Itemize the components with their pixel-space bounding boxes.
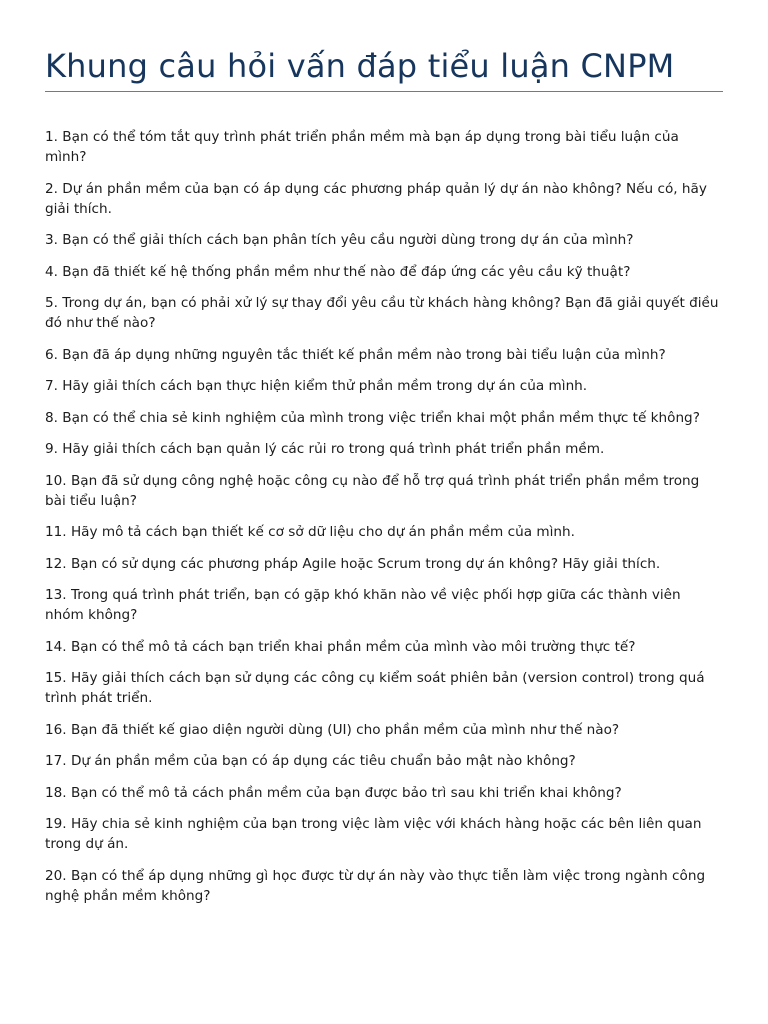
question-item: 8. Bạn có thể chia sẻ kinh nghiệm của mình trong việc triển khai một phần mềm thực tế không? [45, 409, 700, 426]
question-list [45, 127, 723, 906]
question-item: 20. Bạn có thể áp dụng những gì học được từ dự án này vào thực tiễn làm việc trong ngành công nghệ phần mềm không? [45, 867, 706, 904]
question-item: 18. Bạn có thể mô tả cách phần mềm của bạn được bảo trì sau khi triển khai không? [45, 784, 622, 801]
question-item: 11. Hãy mô tả cách bạn thiết kế cơ sở dữ liệu cho dự án phần mềm của mình. [45, 524, 575, 540]
question-item: 9. Hãy giải thích cách bạn quản lý các rủi ro trong quá trình phát triển phần mềm. [45, 441, 605, 457]
title-underline [45, 91, 723, 92]
question-item: 5. Trong dự án, bạn có phải xử lý sự thay đổi yêu cầu từ khách hàng không? Bạn đã giải quyết điều đó như thế nào? [45, 295, 719, 331]
question-item: 19. Hãy chia sẻ kinh nghiệm của bạn trong việc làm việc với khách hàng hoặc các bên liên quan trong dự án. [45, 816, 702, 852]
question-item: 6. Bạn đã áp dụng những nguyên tắc thiết kế phần mềm nào trong bài tiểu luận của mình? [45, 346, 666, 363]
question-item: 15. Hãy giải thích cách bạn sử dụng các công cụ kiểm soát phiên bản (version control) trong quá trình phát triển. [45, 670, 705, 706]
question-item: 17. Dự án phần mềm của bạn có áp dụng các tiêu chuẩn bảo mật nào không? [45, 753, 576, 769]
question-item: 7. Hãy giải thích cách bạn thực hiện kiểm thử phần mềm trong dự án của mình. [45, 378, 588, 394]
question-item: 1. Bạn có thể tóm tắt quy trình phát triển phần mềm mà bạn áp dụng trong bài tiểu luận của mình? [45, 129, 679, 165]
question-item: 10. Bạn đã sử dụng công nghệ hoặc công cụ nào để hỗ trợ quá trình phát triển phần mềm trong bài tiểu luận? [45, 472, 700, 509]
question-item: 14. Bạn có thể mô tả cách bạn triển khai phần mềm của mình vào môi trường thực tế? [45, 638, 636, 655]
document-page [45, 0, 723, 917]
page-title: Khung câu hỏi vấn đáp tiểu luận CNPM [45, 47, 675, 85]
question-item: 16. Bạn đã thiết kế giao diện người dùng (UI) cho phần mềm của mình như thế nào? [45, 721, 620, 738]
question-item: 2. Dự án phần mềm của bạn có áp dụng các phương pháp quản lý dự án nào không? Nếu có, hãy giải thích. [45, 180, 707, 217]
question-item: 12. Bạn có sử dụng các phương pháp Agile hoặc Scrum trong dự án không? Hãy giải thích. [45, 555, 661, 572]
question-item: 13. Trong quá trình phát triển, bạn có gặp khó khăn nào về việc phối hợp giữa các thành viên nhóm không? [45, 587, 681, 623]
question-item: 4. Bạn đã thiết kế hệ thống phần mềm như thế nào để đáp ứng các yêu cầu kỹ thuật? [45, 263, 631, 280]
question-item: 3. Bạn có thể giải thích cách bạn phân tích yêu cầu người dùng trong dự án của mình? [45, 232, 634, 248]
